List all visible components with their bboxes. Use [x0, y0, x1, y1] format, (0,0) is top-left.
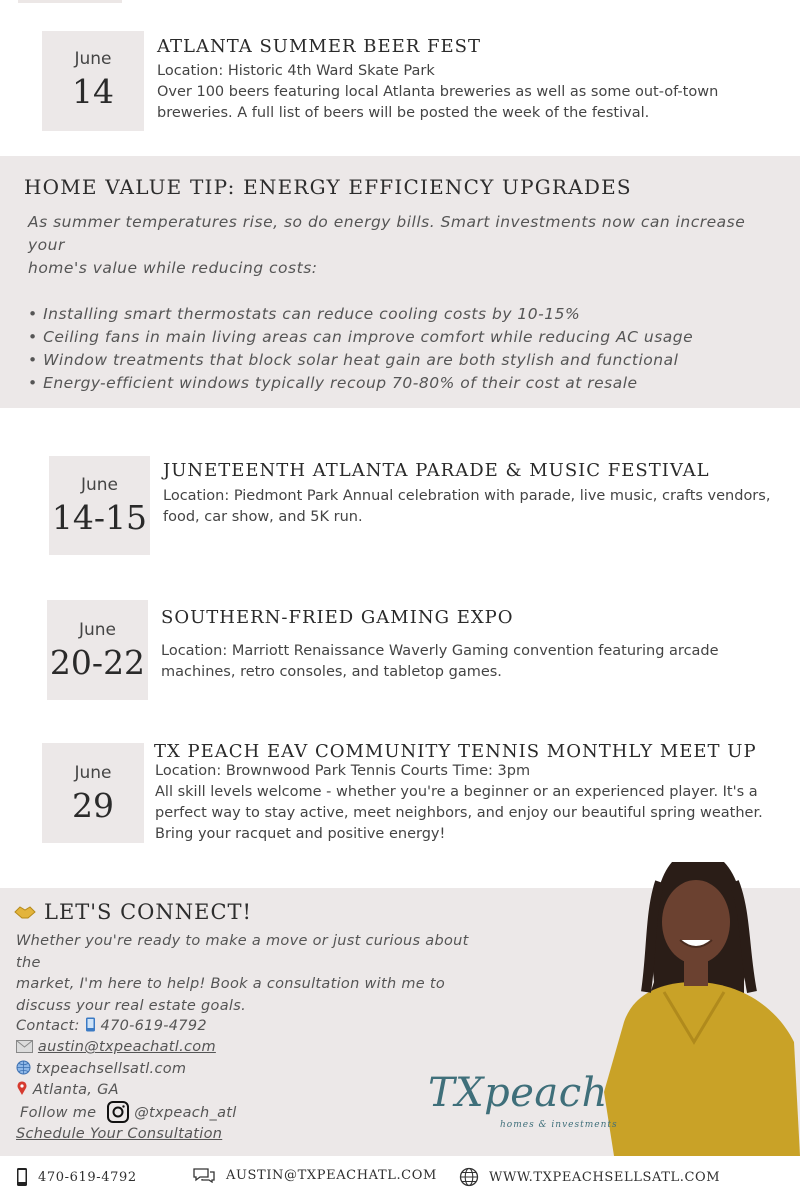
instagram-handle[interactable]: @txpeach_atl [134, 1105, 237, 1122]
contact-label: Contact: [16, 1018, 80, 1034]
event-title: SOUTHERN-FRIED GAMING EXPO [161, 607, 514, 628]
footer-email[interactable] [192, 1167, 437, 1183]
contact-block [16, 1016, 416, 1146]
connect-body-line: discuss your real estate goals. [16, 997, 246, 1014]
event-date-box [47, 600, 148, 700]
event-day: 29 [72, 786, 114, 825]
connect-body-line: market, I'm here to help! Book a consultation with me to [16, 976, 446, 992]
schedule-consultation-link[interactable] [16, 1124, 416, 1145]
event-line: All skill levels welcome - whether you're a beginner or an experienced player. It's a [155, 784, 758, 800]
tip-title: HOME VALUE TIP: ENERGY EFFICIENCY UPGRADES [24, 175, 632, 199]
top-divider [18, 0, 122, 3]
envelope-icon [16, 1040, 33, 1053]
connect-title-text: LET'S CONNECT! [44, 900, 252, 924]
footer-phone-text: 470-619-4792 [38, 1169, 137, 1185]
contact-phone[interactable]: 470-619-4792 [100, 1018, 207, 1034]
contact-email-row [16, 1037, 416, 1058]
handshake-icon [14, 904, 36, 920]
chat-bubble-icon [192, 1167, 216, 1183]
tip-bullet: • Energy-efficient windows typically recoup 70-80% of their cost at resale [28, 374, 638, 392]
tip-intro-line: home's value while reducing costs: [28, 259, 318, 277]
event-details [155, 761, 775, 845]
event-title: ATLANTA SUMMER BEER FEST [157, 36, 481, 57]
event-date-box [49, 456, 150, 555]
smartphone-icon [16, 1167, 28, 1187]
connect-body-line: Whether you're ready to make a move or just curious about the [16, 933, 469, 971]
globe-icon [16, 1060, 31, 1075]
event-day: 14 [72, 72, 114, 111]
tip-bullet-list [28, 303, 768, 395]
contact-location-row [16, 1080, 416, 1101]
event-details [161, 641, 781, 683]
follow-label: Follow me [20, 1105, 97, 1122]
txpeach-logo [428, 1064, 628, 1144]
event-date-box [42, 743, 144, 843]
event-month: June [74, 763, 112, 783]
event-month: June [78, 620, 117, 640]
schedule-link-text[interactable]: Schedule Your Consultation [16, 1126, 223, 1143]
event-details [157, 61, 777, 124]
event-date-box [42, 31, 144, 131]
footer-email-text: AUSTIN@TXPEACHATL.COM [226, 1167, 437, 1183]
contact-website-row [16, 1059, 416, 1080]
connect-title [14, 900, 252, 924]
event-line: breweries. A full list of beers will be posted the week of the festival. [157, 105, 650, 121]
event-line: perfect way to stay active, meet neighbors, and enjoy our beautiful spring weather. [155, 805, 763, 821]
tip-bullet: • Installing smart thermostats can reduce cooling costs by 10-15% [28, 305, 581, 323]
event-line: food, car show, and 5K run. [163, 509, 363, 525]
footer-website-text: WWW.TXPEACHSELLSATL.COM [489, 1169, 721, 1185]
contact-email-link[interactable]: austin@txpeachatl.com [37, 1039, 216, 1056]
event-line: Location: Piedmont Park Annual celebration with parade, live music, crafts vendors, [163, 488, 771, 504]
event-details [163, 486, 783, 528]
event-title: TX PEACH EAV COMMUNITY TENNIS MONTHLY MEET UP [154, 741, 757, 762]
footer-website[interactable] [459, 1167, 720, 1187]
event-line: Location: Historic 4th Ward Skate Park [157, 63, 435, 79]
globe-icon [459, 1167, 479, 1187]
event-line: Over 100 beers featuring local Atlanta breweries as well as some out-of-town [157, 84, 719, 100]
event-month: June [74, 49, 112, 69]
event-line: Bring your racquet and positive energy! [155, 826, 446, 842]
tip-intro-line: As summer temperatures rise, so do energy bills. Smart investments now can increase your [28, 213, 746, 254]
contact-location: Atlanta, GA [32, 1081, 119, 1098]
event-line: machines, retro consoles, and tabletop games. [161, 664, 502, 680]
connect-body [16, 931, 496, 1017]
tip-bullet: • Ceiling fans in main living areas can improve comfort while reducing AC usage [28, 328, 694, 346]
event-day: 20-22 [49, 643, 146, 682]
logo-wordmark: TXpeach [428, 1070, 608, 1116]
instagram-icon[interactable] [107, 1101, 129, 1123]
mobile-phone-icon [85, 1017, 96, 1032]
tip-body [28, 211, 768, 395]
location-pin-icon [16, 1081, 28, 1096]
tip-bullet: • Window treatments that block solar heat gain are both stylish and functional [28, 351, 679, 369]
event-day: 14-15 [51, 498, 148, 537]
event-line: Location: Marriott Renaissance Waverly Gaming convention featuring arcade [161, 643, 719, 659]
contact-social-row [20, 1101, 416, 1124]
logo-tagline: homes & investments [500, 1120, 618, 1130]
footer-phone[interactable] [16, 1167, 137, 1187]
contact-phone-row [16, 1016, 416, 1037]
event-month: June [80, 475, 119, 495]
event-line: Location: Brownwood Park Tennis Courts Time: 3pm [155, 763, 531, 779]
event-title: JUNETEENTH ATLANTA PARADE & MUSIC FESTIVAL [163, 460, 710, 481]
contact-website[interactable]: txpeachsellsatl.com [35, 1060, 187, 1077]
